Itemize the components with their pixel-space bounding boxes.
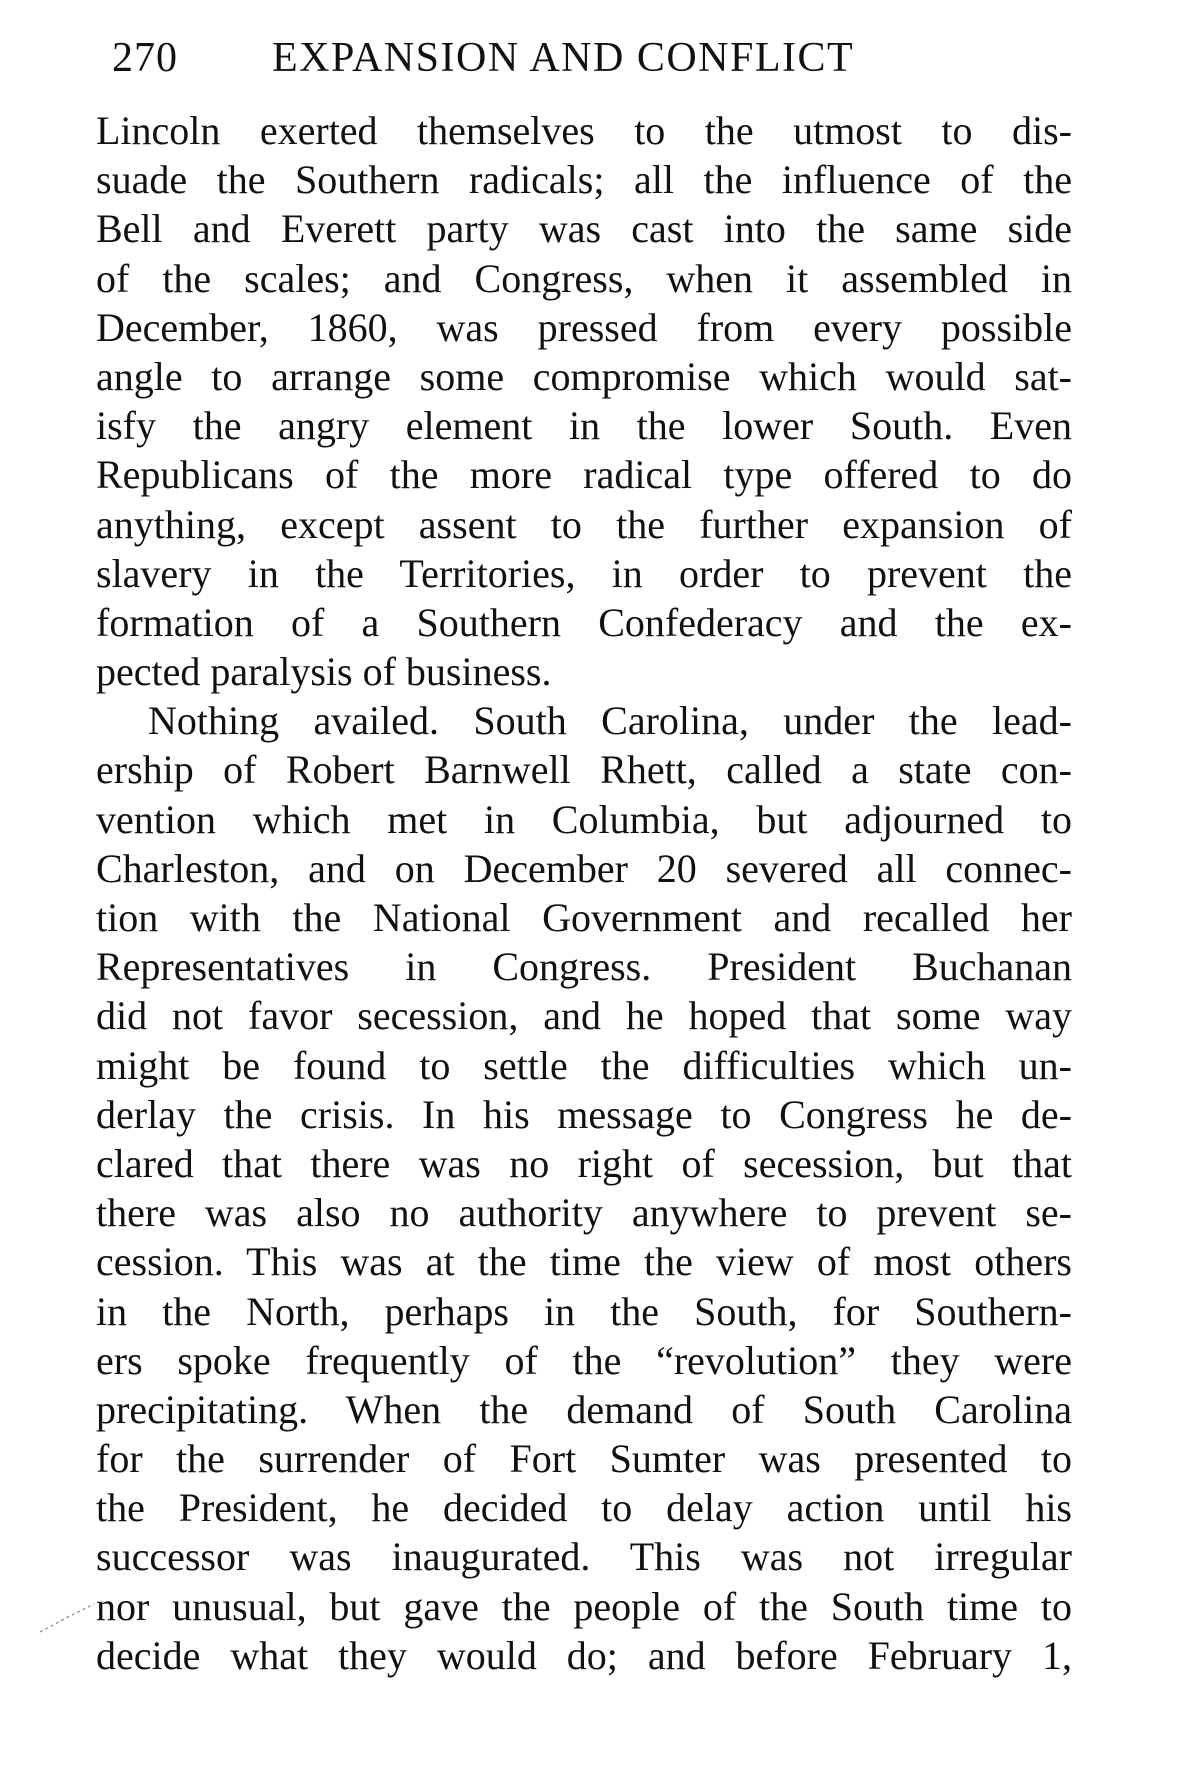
text-line: the President, he decided to delay action until his [96, 1485, 1072, 1531]
text-line: formation of a Southern Confederacy and the ex- [96, 599, 1072, 645]
text-line: Charleston, and on December 20 severed all connec- [96, 845, 1072, 891]
text-line: Republicans of the more radical type offered to do [96, 452, 1072, 498]
text-line: there was also no authority anywhere to prevent se- [96, 1190, 1072, 1236]
text-line: of the scales; and Congress, when it assembled in [96, 255, 1072, 301]
text-line: successor was inaugurated. This was not irregular [96, 1534, 1072, 1580]
text-line: tion with the National Government and recalled her [96, 895, 1072, 940]
text-line: Bell and Everett party was cast into the same side [96, 206, 1072, 252]
text-line: in the North, perhaps in the South, for Southern- [96, 1288, 1072, 1334]
page-header [112, 30, 1072, 86]
text-line: Nothing availed. South Carolina, under the lead- [148, 698, 1072, 744]
text-line: clared that there was no right of secession, but that [96, 1140, 1072, 1186]
text-line: suade the Southern radicals; all the influence of the [96, 157, 1072, 203]
text-line: Lincoln exerted themselves to the utmost to dis- [96, 108, 1072, 153]
text-line: nor unusual, but gave the people of the South time to [96, 1583, 1072, 1629]
text-line: cession. This was at the time the view of most others [96, 1239, 1072, 1285]
paragraph-1 [96, 106, 1072, 696]
text-line: ers spoke frequently of the “revolution” they were [96, 1337, 1072, 1383]
text-line: did not favor secession, and he hoped that some way [96, 993, 1072, 1039]
text-line: for the surrender of Fort Sumter was presented to [96, 1436, 1072, 1482]
pencil-mark-icon [36, 1596, 106, 1636]
paragraph-2 [96, 696, 1072, 1680]
body-text [96, 106, 1072, 1680]
text-line: decide what they would do; and before February 1, [96, 1632, 1072, 1678]
text-line: vention which met in Columbia, but adjourned to [96, 796, 1072, 842]
text-line: Representatives in Congress. President Buchanan [96, 944, 1072, 990]
running-title: EXPANSION AND CONFLICT [272, 35, 855, 81]
text-line: might be found to settle the difficulties which un- [96, 1042, 1072, 1088]
text-line: anything, except assent to the further expansion of [96, 501, 1072, 547]
text-line: precipitating. When the demand of South Carolina [96, 1386, 1072, 1432]
text-line: pected paralysis of business. [96, 649, 552, 695]
text-line: isfy the angry element in the lower South. Even [96, 403, 1072, 449]
text-line: ership of Robert Barnwell Rhett, called a state con- [96, 747, 1072, 793]
text-line: angle to arrange some compromise which would sat- [96, 353, 1072, 399]
page-number: 270 [112, 35, 178, 81]
text-line: December, 1860, was pressed from every possible [96, 304, 1072, 350]
text-line: slavery in the Territories, in order to prevent the [96, 550, 1072, 596]
text-line: derlay the crisis. In his message to Congress he de- [96, 1091, 1072, 1137]
